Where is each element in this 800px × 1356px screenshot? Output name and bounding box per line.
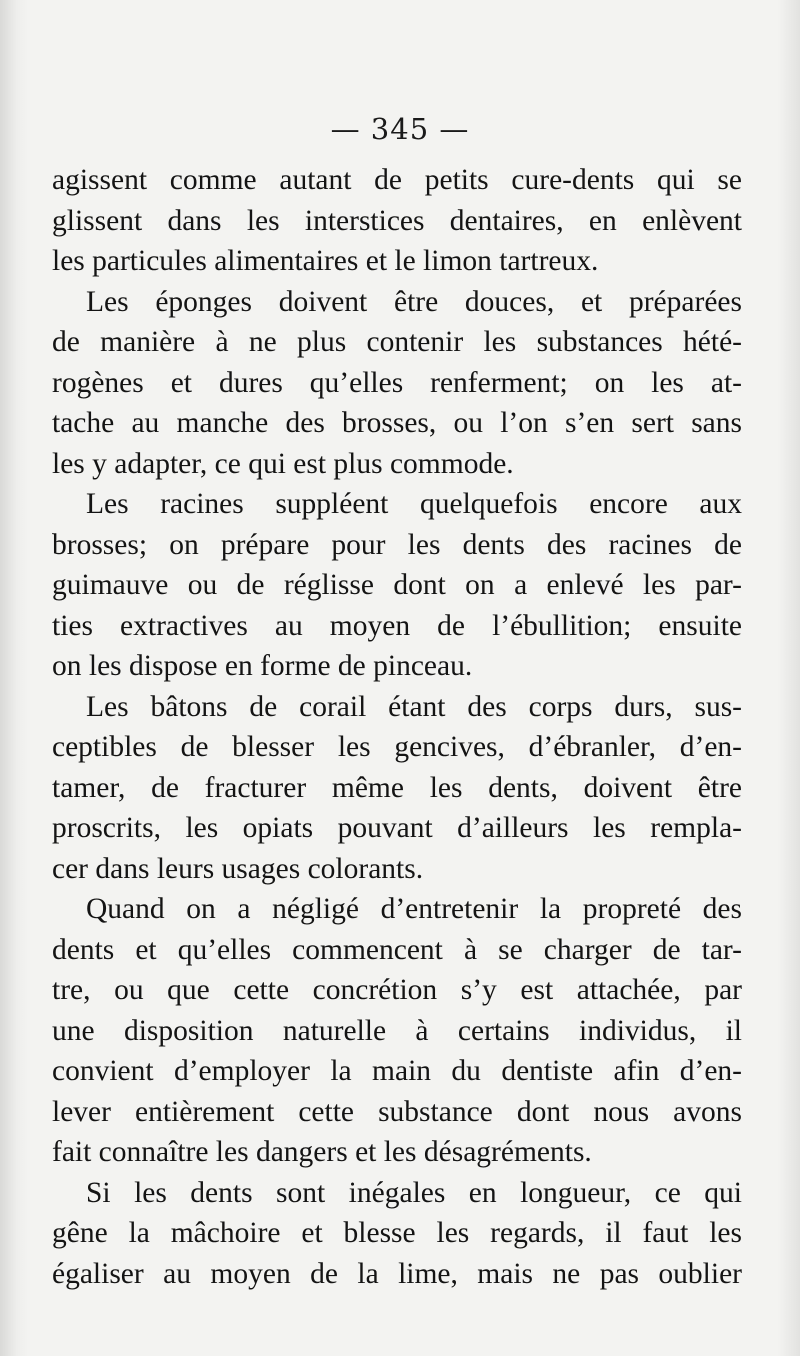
- text-line: tre, ou que cette concrétion s’y est attachée, par: [52, 974, 742, 1006]
- text-line: proscrits, les opiats pouvant d’ailleurs les rempla-: [52, 812, 742, 844]
- body-text: [52, 160, 742, 1294]
- paragraph: [52, 484, 742, 687]
- text-line: ties extractives au moyen de l’ébullition; ensuite: [52, 609, 742, 642]
- paragraph: [52, 1173, 742, 1295]
- text-line: fait connaître les dangers et les désagréments.: [52, 1136, 592, 1168]
- text-line: glissent dans les interstices dentaires, en enlèvent: [52, 204, 742, 237]
- paragraph: [52, 687, 742, 890]
- text-line: lever entièrement cette substance dont nous avons: [52, 1095, 742, 1128]
- text-line: Les éponges doivent être douces, et préparées: [86, 285, 742, 318]
- text-line: Quand on a négligé d’entretenir la propreté des: [86, 893, 742, 925]
- text-line: de manière à ne plus contenir les substances hété-: [52, 326, 742, 358]
- text-line: les y adapter, ce qui est plus commode.: [52, 447, 514, 480]
- paragraph: [52, 282, 742, 485]
- page-edge-shadow-left: [0, 0, 28, 1356]
- page-number: — 345 —: [330, 112, 470, 146]
- text-line: égaliser au moyen de la lime, mais ne pas oublier: [52, 1257, 742, 1290]
- page-edge-shadow-right: [778, 0, 800, 1356]
- text-line: les particules alimentaires et le limon tartreux.: [52, 245, 599, 277]
- paragraph: [52, 889, 742, 1173]
- text-line: convient d’employer la main du dentiste afin d’en-: [52, 1055, 742, 1087]
- text-line: Si les dents sont inégales en longueur, ce qui: [86, 1176, 742, 1209]
- text-line: cer dans leurs usages colorants.: [52, 852, 424, 885]
- text-line: ceptibles de blesser les gencives, d’ébranler, d’en-: [52, 731, 742, 763]
- text-line: une disposition naturelle à certains individus, il: [52, 1014, 742, 1047]
- text-line: tamer, de fracturer même les dents, doivent être: [52, 771, 742, 804]
- text-line: brosses; on prépare pour les dents des racines de: [52, 528, 742, 561]
- text-line: agissent comme autant de petits cure-dents qui se: [52, 164, 742, 196]
- text-line: dents et qu’elles commencent à se charger de tar-: [52, 933, 742, 966]
- text-line: guimauve ou de réglisse dont on a enlevé les par-: [52, 569, 742, 601]
- text-line: on les dispose en forme de pinceau.: [52, 650, 473, 682]
- paragraph: [52, 160, 742, 282]
- text-line: Les racines suppléent quelquefois encore aux: [86, 488, 742, 520]
- text-line: rogènes et dures qu’elles renferment; on les at-: [52, 366, 742, 399]
- text-line: Les bâtons de corail étant des corps durs, sus-: [86, 690, 742, 723]
- text-line: gêne la mâchoire et blesse les regards, il faut les: [52, 1217, 742, 1249]
- text-line: tache au manche des brosses, ou l’on s’en sert sans: [52, 407, 742, 439]
